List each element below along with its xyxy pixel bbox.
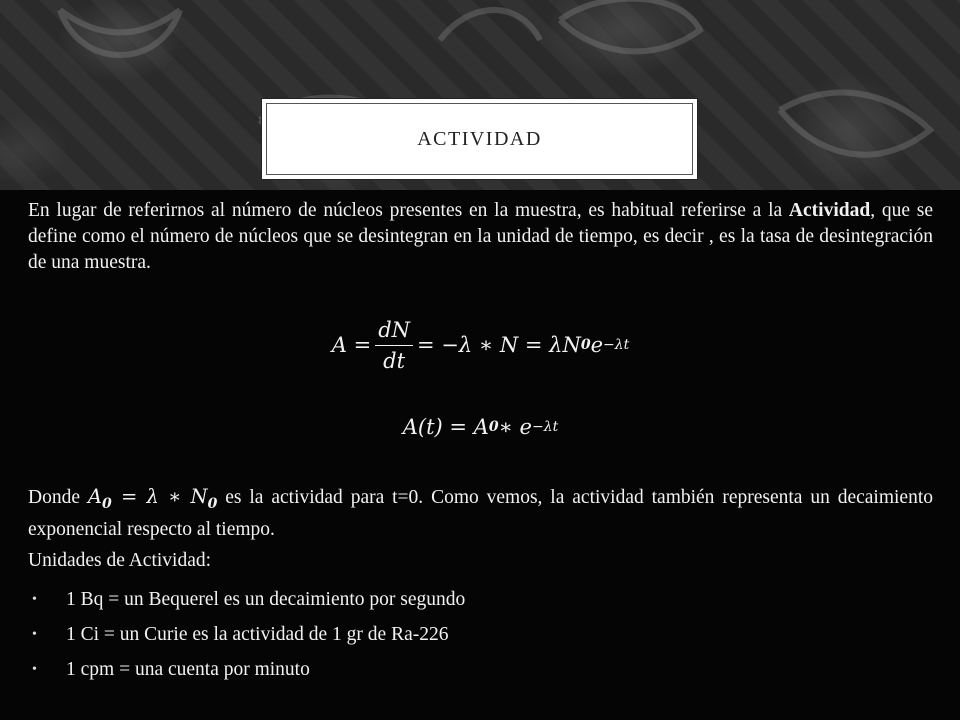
- title-box: [261, 98, 698, 180]
- list-item: [28, 582, 465, 617]
- units-heading: Unidades de Actividad:: [28, 550, 212, 571]
- list-item: [28, 652, 465, 687]
- slide-content: [28, 198, 934, 680]
- eq1-lhs: A: [331, 333, 347, 357]
- units-list: [28, 582, 465, 687]
- slide-title: ACTIVIDAD: [417, 127, 542, 150]
- eq1-fraction: [375, 317, 413, 374]
- definition-text: es la actividad para t=0. Como vemos, la actividad también representa un decaimiento exponencial respecto al tiempo.: [28, 487, 934, 540]
- eq1-subscript: 0: [580, 337, 591, 353]
- definition-math-sub2: 0: [207, 495, 218, 512]
- bullet-icon: •: [32, 661, 37, 677]
- eq1-numerator: dN: [375, 317, 413, 346]
- unit-ci: 1 Ci = un Curie es la actividad de 1 gr de Ra-226: [66, 623, 449, 645]
- intro-paragraph: [28, 198, 933, 276]
- definition-math-sub: 0: [101, 495, 112, 512]
- unit-bq: 1 Bq = un Bequerel es un decaimiento por segundo: [66, 588, 466, 610]
- intro-bold-term: Actividad: [788, 200, 871, 221]
- bullet-icon: •: [32, 591, 37, 607]
- eq1-denominator: dt: [383, 348, 406, 373]
- eq2-lhs: A(t) = A: [402, 415, 489, 439]
- eq1-exponent: −λt: [603, 337, 630, 353]
- eq2-rest: ∗ e: [498, 415, 532, 439]
- bullet-icon: •: [32, 626, 37, 642]
- activity-time-equation: [28, 410, 933, 444]
- eq1-e: e: [590, 333, 604, 357]
- definition-paragraph: [28, 484, 933, 543]
- list-item: [28, 617, 465, 652]
- intro-text-1: En lugar de referirnos al número de núcleos presentes en la muestra, es habitual referirse a la: [28, 200, 789, 221]
- eq1-equals: =: [353, 333, 372, 357]
- activity-equation: [28, 310, 933, 380]
- eq2-subscript: 0: [488, 419, 499, 435]
- damask-banner: [0, 0, 960, 190]
- intro-text-2: , que se define como el número de núcleos que se desintegran en la unidad de tiempo, es decir , es la tasa de desintegración de una muestra.: [28, 200, 933, 273]
- eq1-middle: = −λ ∗ N = λN: [417, 333, 581, 357]
- eq2-exponent: −λt: [532, 419, 559, 435]
- definition-math: [87, 485, 218, 512]
- definition-math-mid: = λ ∗ N: [111, 485, 208, 508]
- definition-math-a: A: [87, 485, 102, 508]
- unit-cpm: 1 cpm = una cuenta por minuto: [66, 658, 310, 680]
- definition-word: Donde: [28, 487, 88, 508]
